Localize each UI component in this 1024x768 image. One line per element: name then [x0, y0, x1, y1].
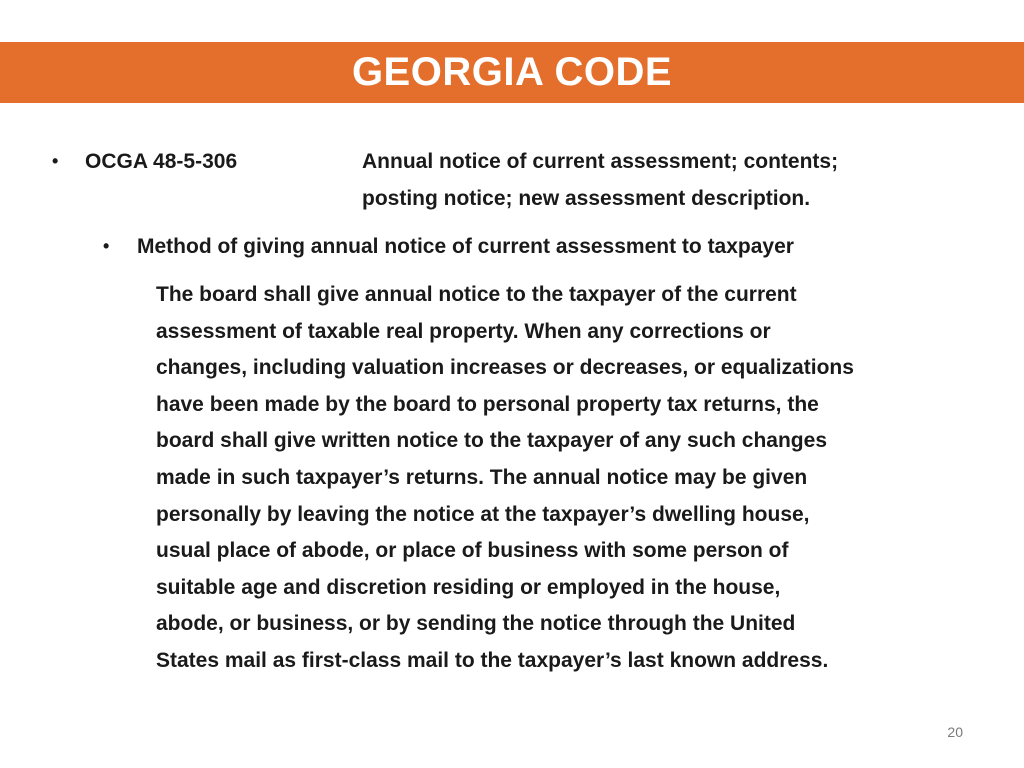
slide-title: GEORGIA CODE	[351, 50, 673, 94]
body-line: suitable age and discretion residing or employed in the house,	[156, 575, 781, 599]
body-line: board shall give written notice to the taxpayer of any such changes	[156, 429, 827, 453]
page-number: 20	[947, 724, 963, 740]
statute-body	[156, 277, 996, 680]
code-description-line: Annual notice of current assessment; contents;	[362, 150, 839, 173]
code-reference: OCGA 48-5-306	[85, 150, 238, 173]
method-heading: Method of giving annual notice of current assessment to taxpayer	[137, 235, 794, 258]
code-description-line: posting notice; new assessment description.	[362, 187, 811, 210]
body-line: have been made by the board to personal property tax returns, the	[156, 392, 819, 416]
body-line: assessment of taxable real property. When any corrections or	[156, 319, 771, 343]
body-line: usual place of abode, or place of business with some person of	[156, 539, 789, 563]
body-line: made in such taxpayer’s returns. The annual notice may be given	[156, 465, 808, 489]
body-line: changes, including valuation increases or decreases, or equalizations	[156, 356, 854, 380]
body-line: abode, or business, or by sending the notice through the United	[156, 612, 796, 636]
title-bar	[0, 42, 1024, 103]
bullet-icon: •	[52, 151, 59, 171]
body-line: States mail as first-class mail to the taxpayer’s last known address.	[156, 648, 829, 672]
code-description	[362, 143, 962, 217]
body-line: personally by leaving the notice at the taxpayer’s dwelling house,	[156, 502, 810, 526]
body-line: The board shall give annual notice to the taxpayer of the current	[156, 283, 797, 306]
bullet-icon: •	[103, 236, 110, 256]
